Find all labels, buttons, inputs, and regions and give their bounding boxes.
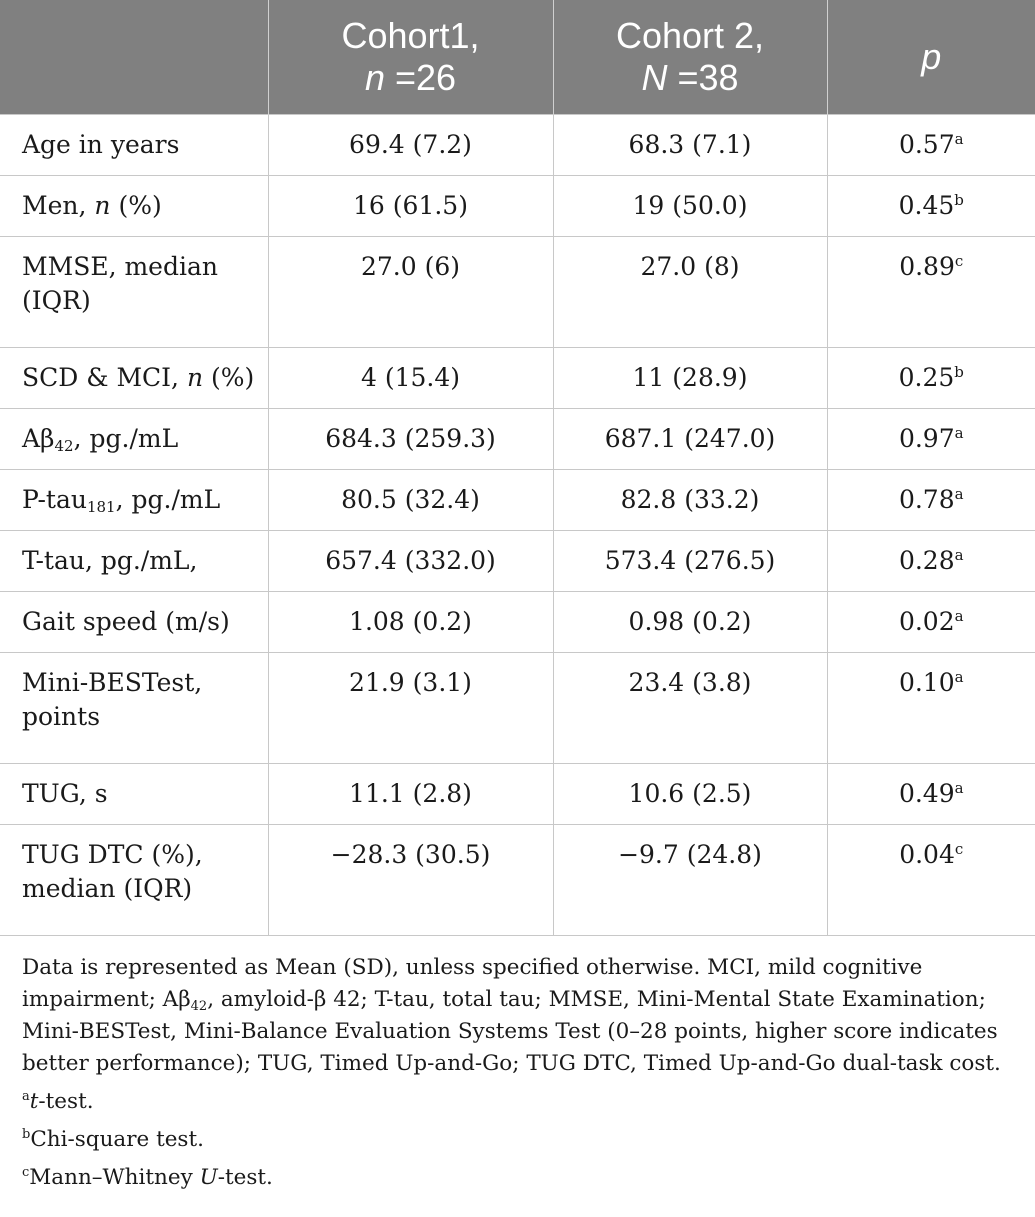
row-label: Age in years <box>0 115 268 176</box>
cohort1-value: 4 (15.4) <box>268 348 553 409</box>
row-label-suffix: , pg./mL <box>73 424 179 453</box>
cohort1-value: 1.08 (0.2) <box>268 592 553 653</box>
p-footnote-mark: a <box>954 607 964 625</box>
header-cohort2 <box>553 0 827 115</box>
cohort2-value: 68.3 (7.1) <box>553 115 827 176</box>
header-cohort2-title: Cohort 2, <box>615 15 765 56</box>
table-row <box>0 764 1035 825</box>
row-label-text: Aβ <box>22 424 55 453</box>
footnote-a <box>22 1086 1027 1118</box>
table-row <box>0 176 1035 237</box>
cohort1-value: 684.3 (259.3) <box>268 409 553 470</box>
p-footnote-mark: c <box>954 252 964 270</box>
cohort1-value: 21.9 (3.1) <box>268 653 553 764</box>
row-label-subscript: 181 <box>86 498 116 516</box>
cohort2-value: 82.8 (33.2) <box>553 470 827 531</box>
cohort2-value: 573.4 (276.5) <box>553 531 827 592</box>
cohort1-value: 80.5 (32.4) <box>268 470 553 531</box>
p-value: 0.78 <box>898 485 955 514</box>
table-row <box>0 409 1035 470</box>
p-value: 0.97 <box>898 424 955 453</box>
footnote-a-mark: a <box>22 1089 30 1104</box>
cohort1-value: 657.4 (332.0) <box>268 531 553 592</box>
cohort2-value: 0.98 (0.2) <box>553 592 827 653</box>
footnote-c-text-end: -test. <box>217 1165 273 1190</box>
table-row <box>0 115 1035 176</box>
footnote-b <box>22 1124 1027 1156</box>
p-value: 0.25 <box>898 363 955 392</box>
row-label-text: SCD & MCI, <box>22 363 187 392</box>
row-label-subscript: 42 <box>54 437 74 455</box>
row-label: TUG DTC (%), median (IQR) <box>0 825 268 936</box>
row-label-suffix: , pg./mL <box>115 485 221 514</box>
footnote-c <box>22 1162 1027 1194</box>
header-empty <box>0 0 268 115</box>
cohort2-value: 687.1 (247.0) <box>553 409 827 470</box>
p-value-cell <box>827 237 1035 348</box>
cohort1-value: 11.1 (2.8) <box>268 764 553 825</box>
p-value-cell <box>827 470 1035 531</box>
notes-main-text: Data is represented as Mean (SD), unless specified otherwise. MCI, mild cognitive impairment; Aβ <box>22 955 923 1012</box>
p-value: 0.04 <box>899 840 955 869</box>
p-footnote-mark: a <box>954 424 964 442</box>
table-row <box>0 653 1035 764</box>
row-label-suffix: (%) <box>203 363 255 392</box>
header-cohort1-title: Cohort1, <box>341 15 480 56</box>
p-value: 0.45 <box>898 191 955 220</box>
p-value-cell <box>827 531 1035 592</box>
row-label <box>0 470 268 531</box>
row-label <box>0 409 268 470</box>
notes-main-subscript: 42 <box>190 999 208 1014</box>
p-footnote-mark: a <box>954 485 964 503</box>
cohort1-value: 27.0 (6) <box>268 237 553 348</box>
p-footnote-mark: b <box>954 363 964 381</box>
row-label: Mini-BESTest, points <box>0 653 268 764</box>
row-label: MMSE, median (IQR) <box>0 237 268 348</box>
p-footnote-mark: b <box>954 191 964 209</box>
cohort2-value: 23.4 (3.8) <box>553 653 827 764</box>
p-footnote-mark: c <box>954 840 964 858</box>
row-label: Gait speed (m/s) <box>0 592 268 653</box>
header-cohort2-n: N <box>641 57 668 98</box>
table-row <box>0 470 1035 531</box>
header-p: p <box>827 0 1035 115</box>
p-value-cell <box>827 764 1035 825</box>
row-label-italic: n <box>94 191 111 220</box>
header-cohort2-count: =38 <box>667 57 739 98</box>
cohort2-value: 19 (50.0) <box>553 176 827 237</box>
footnote-c-mark: c <box>22 1165 30 1180</box>
table-notes <box>22 952 1027 1194</box>
notes-main <box>22 952 1027 1080</box>
p-value-cell <box>827 409 1035 470</box>
table-row <box>0 825 1035 936</box>
cohort2-value: −9.7 (24.8) <box>553 825 827 936</box>
cohort1-value: 69.4 (7.2) <box>268 115 553 176</box>
footnote-b-text: Chi-square test. <box>30 1127 204 1152</box>
p-value: 0.02 <box>898 607 955 636</box>
row-label-text: P-tau <box>22 485 87 514</box>
table-row <box>0 531 1035 592</box>
footnote-a-italic: t <box>29 1089 39 1114</box>
p-value: 0.28 <box>898 546 955 575</box>
row-label <box>0 348 268 409</box>
p-value-cell <box>827 592 1035 653</box>
table-row <box>0 348 1035 409</box>
footnote-c-text: Mann–Whitney <box>29 1165 200 1190</box>
cohort1-value: −28.3 (30.5) <box>268 825 553 936</box>
p-value-cell <box>827 176 1035 237</box>
row-label-suffix: (%) <box>110 191 162 220</box>
row-label-text: Men, <box>22 191 95 220</box>
p-value: 0.89 <box>899 252 955 281</box>
table-row <box>0 237 1035 348</box>
header-cohort1-n: n <box>364 57 385 98</box>
table-row <box>0 592 1035 653</box>
table-header-row <box>0 0 1035 115</box>
p-value: 0.57 <box>898 130 955 159</box>
p-footnote-mark: a <box>954 546 964 564</box>
header-cohort1-count: =26 <box>384 57 457 98</box>
row-label <box>0 176 268 237</box>
cohort2-value: 27.0 (8) <box>553 237 827 348</box>
cohort2-value: 10.6 (2.5) <box>553 764 827 825</box>
row-label-italic: n <box>186 363 204 392</box>
p-footnote-mark: a <box>954 668 964 686</box>
p-value: 0.49 <box>898 779 955 808</box>
notes-main-text-cont: , amyloid-β 42; T-tau, total tau; MMSE, Mini-Mental State Examination; Mini-BESTest, Mini-Balance Evaluation Systems Test (0–28 points, higher score indicates better performance); TUG, Timed Up-and-Go; TUG DTC, Timed Up-and-Go dual-task cost. <box>22 987 1001 1076</box>
p-footnote-mark: a <box>954 130 964 148</box>
row-label: T-tau, pg./mL, <box>0 531 268 592</box>
p-value-cell <box>827 653 1035 764</box>
p-value-cell <box>827 825 1035 936</box>
p-value-cell <box>827 348 1035 409</box>
p-footnote-mark: a <box>954 779 964 797</box>
cohort1-value: 16 (61.5) <box>268 176 553 237</box>
footnote-b-mark: b <box>22 1127 31 1142</box>
footnote-a-text: -test. <box>38 1089 94 1114</box>
footnote-c-italic: U <box>199 1165 218 1190</box>
p-value: 0.10 <box>898 668 955 697</box>
p-value-cell <box>827 115 1035 176</box>
cohort2-value: 11 (28.9) <box>553 348 827 409</box>
header-cohort1 <box>268 0 553 115</box>
row-label: TUG, s <box>0 764 268 825</box>
